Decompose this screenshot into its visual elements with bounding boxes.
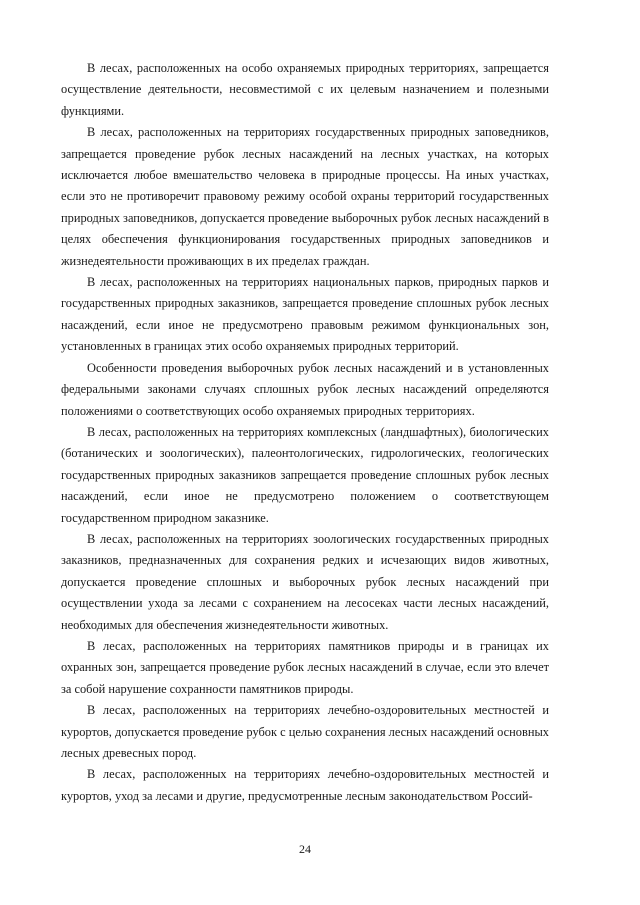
paragraph: В лесах, расположенных на территориях государственных природных заповедников, запрещается проведение рубок лесных насаждений на лесных участках, на которых исключается любое вмешательство человека в природные процессы. На иных участках, если это не противоречит правовому режиму особой охраны территорий государственных природных заповедников, допускается проведение выборочных рубок лесных насаждений в целях обеспечения функционирования государственных природных заповедников и жизнедеятельности проживающих в их пределах граждан. bbox=[61, 125, 549, 268]
paragraph: В лесах, расположенных на особо охраняемых природных территориях, запрещается осуществление деятельности, несовместимой с их целевым назначением и полезными функциями. bbox=[61, 61, 549, 118]
paragraph: Особенности проведения выборочных рубок лесных насаждений и в установленных федеральными законами случаях сплошных рубок лесных насаждений определяются положениями о соответствующих особо охраняемых природных территориях. bbox=[61, 360, 549, 418]
paragraph: В лесах, расположенных на территориях памятников природы и в границах их охранных зон, запрещается проведение рубок лесных насаждений в случае, если это влечет за собой нарушение сохранности памятников природы. bbox=[61, 638, 549, 696]
paragraph: В лесах, расположенных на территориях комплексных (ландшафтных), биологических (ботанических и зоологических), палеонтологических, гидрологических, геологических государственных природных заказников запрещается проведение сплошных рубок лесных насаждений, если иное не предусмотрено положением о соответствующем государственном природном заказнике. bbox=[61, 424, 549, 525]
paragraph: В лесах, расположенных на территориях зоологических государственных природных заказников, предназначенных для сохранения редких и исчезающих видов животных, допускается проведение сплошных и выборочных рубок лесных насаждений при осуществлении ухода за лесами с сохранением на лесосеках части лесных насаждений, необходимых для обеспечения жизнедеятельности животных. bbox=[61, 531, 549, 632]
paragraph: В лесах, расположенных на территориях национальных парков, природных парков и государственных природных заказников, запрещается проведение сплошных рубок лесных насаждений, если иное не предусмотрено правовым режимом функциональных зон, установленных в границах этих особо охраняемых природных территорий. bbox=[61, 275, 549, 354]
paragraph: В лесах, расположенных на территориях лечебно-оздоровительных местностей и курортов, уход за лесами и другие, предусмотренные лесным законодательством Россий- bbox=[61, 767, 549, 803]
paragraph: В лесах, расположенных на территориях лечебно-оздоровительных местностей и курортов, допускается проведение рубок с целью сохранения лесных насаждений основных лесных древесных пород. bbox=[61, 703, 549, 760]
document-body bbox=[61, 58, 549, 807]
page-number: 24 bbox=[299, 842, 311, 856]
